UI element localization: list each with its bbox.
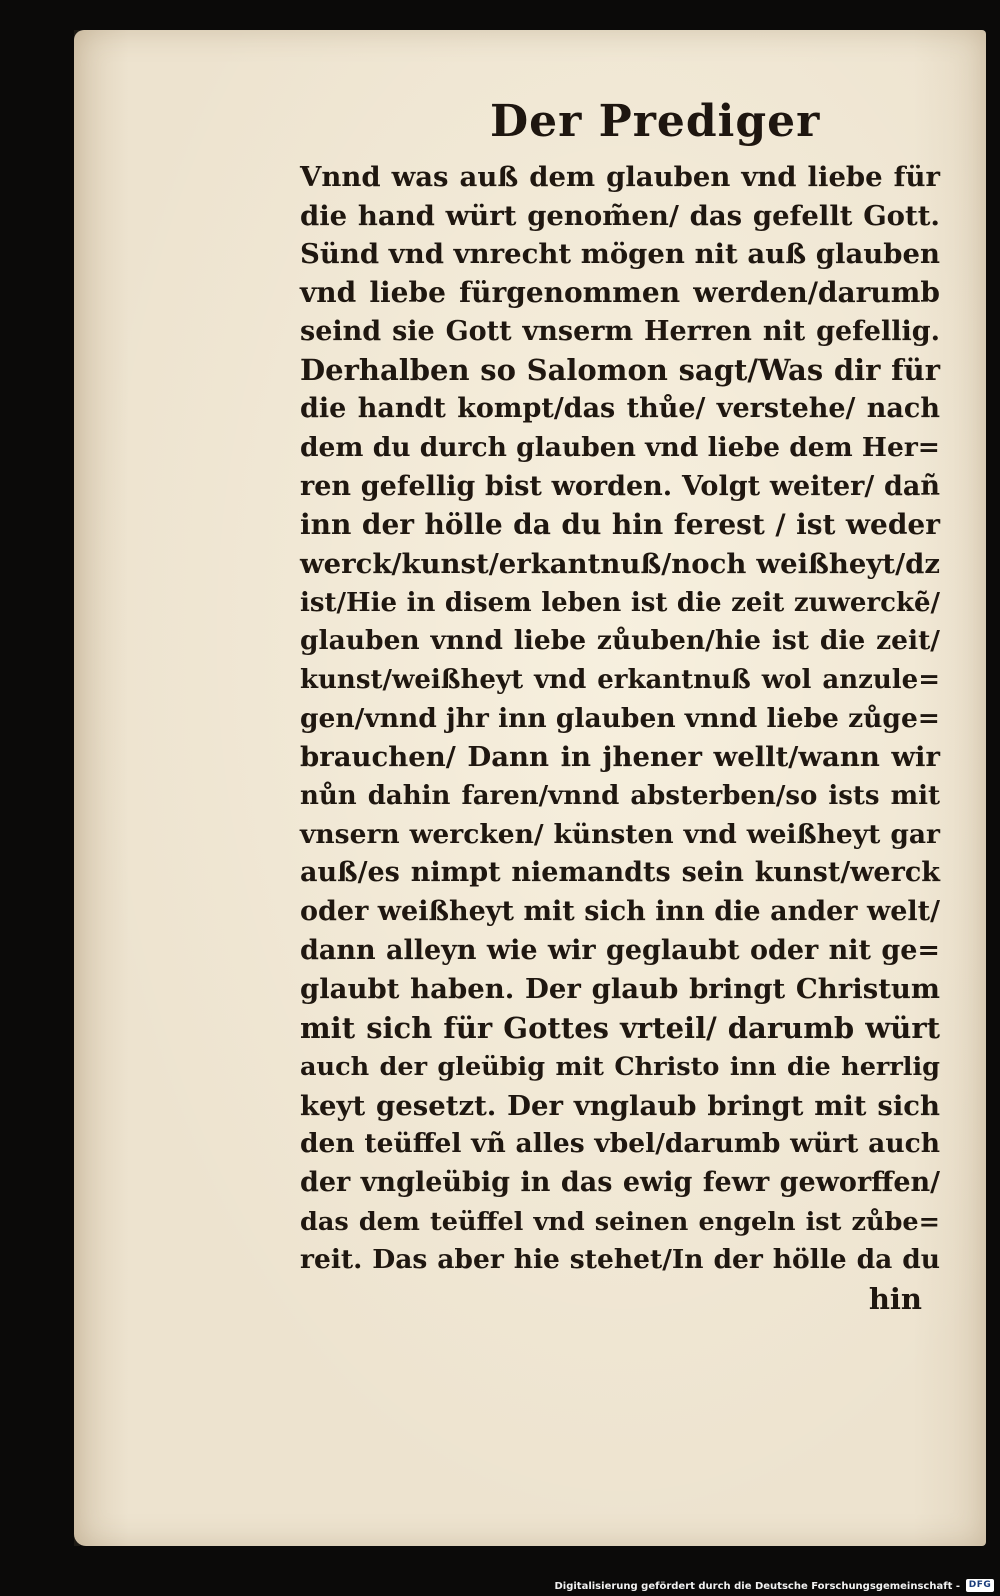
text-line: Derhalben so Salomon sagt/Was dir für — [300, 353, 940, 388]
digitization-footer — [0, 1568, 1000, 1596]
text-line: das dem teüffel vnd seinen engeln ist zůbe= — [300, 1206, 940, 1237]
text-line: gen/vnnd jhr inn glauben vnnd liebe zůge= — [300, 702, 941, 734]
text-line: glaubt haben. Der glaub bringt Christum — [300, 973, 940, 1006]
text-line: vnd liebe fürgenommen werden/darumb — [300, 276, 940, 310]
text-line: mit sich für Gottes vrteil/ darumb würt — [300, 1011, 940, 1046]
text-line: inn der hölle da du hin ferest / ist weder — [300, 508, 940, 542]
dfg-logo-icon: DFG — [966, 1579, 994, 1592]
text-line: vnsern wercken/ künsten vnd weißheyt gar — [300, 818, 940, 850]
text-line: keyt gesetzt. Der vnglaub bringt mit sich — [300, 1089, 940, 1122]
text-line: kunst/weißheyt vnd erkantnuß wol anzule= — [300, 664, 940, 695]
text-line: oder weißheyt mit sich inn die ander welt/ — [300, 896, 940, 928]
text-line: die handt kompt/das thůe/ verstehe/ nach — [300, 393, 940, 425]
text-line: auch der gleübig mit Christo inn die herrlig — [300, 1051, 940, 1082]
catchword: hin — [868, 1281, 922, 1316]
text-line: seind sie Gott vnserm Herren nit gefellig. — [300, 315, 940, 347]
text-line: werck/kunst/erkantnuß/noch weißheyt/dz — [300, 547, 940, 580]
text-line: reit. Das aber hie stehet/In der hölle da du — [300, 1244, 940, 1276]
text-line: ist/Hie in disem leben ist die zeit zuwerckẽ/ — [300, 587, 940, 618]
funding-credit: Digitalisierung gefördert durch die Deutsche Forschungsgemeinschaft - — [554, 1581, 960, 1592]
text-line: dem du durch glauben vnd liebe dem Her= — [300, 431, 940, 463]
text-line: dann alleyn wie wir geglaubt oder nit ge= — [300, 934, 940, 966]
text-line: glauben vnnd liebe zůuben/hie ist die zeit/ — [300, 625, 940, 657]
text-line: Sünd vnd vnrecht mögen nit auß glauben — [300, 238, 940, 271]
text-line: der vngleübig in das ewig fewr geworffen/ — [300, 1166, 940, 1198]
text-line: nůn dahin faren/vnnd absterben/so ists mit — [300, 781, 940, 811]
text-line: auß/es nimpt niemandts sein kunst/werck — [300, 857, 940, 889]
text-line: ren gefellig bist worden. Volgt weiter/ dañ — [300, 470, 940, 502]
body-text — [300, 158, 940, 1319]
text-line: die hand würt genom̃en/ das gefellt Gott. — [300, 199, 940, 232]
text-line: den teüffel vñ alles vbel/darumb würt auch — [300, 1128, 940, 1160]
text-line: brauchen/ Dann in jhener wellt/wann wir — [300, 741, 940, 774]
text-line: Vnnd was auß dem glauben vnd liebe für — [300, 161, 940, 193]
page-header: Der Prediger — [490, 96, 821, 147]
